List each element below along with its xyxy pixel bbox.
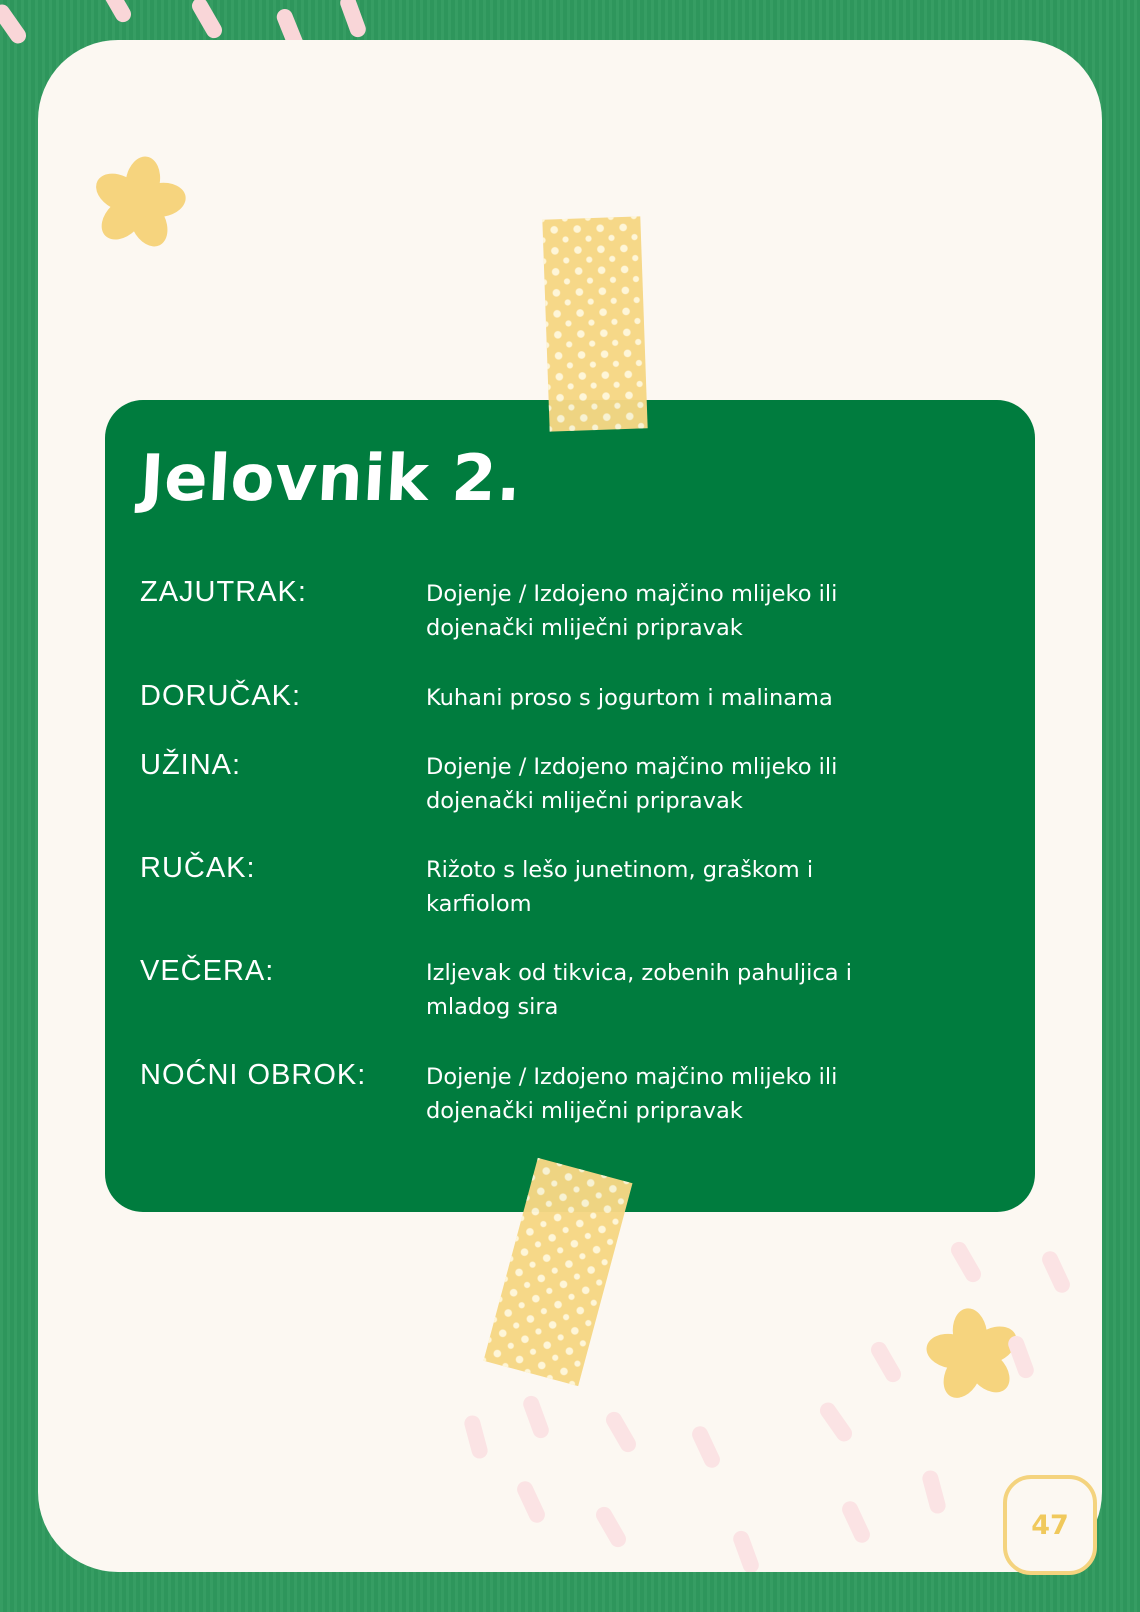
meal-description: Kuhani proso s jogurtom i malinama: [426, 685, 833, 711]
meal-label: DORUČAK:: [140, 680, 302, 712]
confetti-dash: [839, 1499, 872, 1546]
confetti-dash: [463, 1414, 490, 1461]
page-number: 47: [1003, 1475, 1097, 1575]
meal-description: Dojenje / Izdojeno majčino mlijeko ili dojenački mliječni pripravak: [426, 754, 838, 814]
meal-label: RUČAK:: [140, 852, 256, 884]
confetti-dash: [689, 1424, 722, 1471]
tape-strip: [542, 216, 647, 431]
confetti-dash: [603, 1409, 639, 1455]
flower-icon: [84, 148, 194, 258]
meal-label: UŽINA:: [140, 749, 242, 781]
confetti-dash: [868, 1339, 904, 1385]
confetti-dash: [731, 1529, 761, 1572]
meal-label: ZAJUTRAK:: [140, 576, 307, 608]
meal-description: Izljevak od tikvica, zobenih pahuljica i mladog sira: [426, 960, 852, 1020]
confetti-dash: [521, 1394, 551, 1441]
meal-label: VEČERA:: [140, 955, 275, 987]
meal-label: NOĆNI OBROK:: [140, 1059, 367, 1091]
meal-description: Rižoto s lešo junetinom, graškom i karfiolom: [426, 857, 814, 917]
confetti-dash: [921, 1469, 948, 1516]
meal-description: Dojenje / Izdojeno majčino mlijeko ili dojenački mliječni pripravak: [426, 1064, 838, 1124]
confetti-dash: [593, 1504, 629, 1550]
confetti-dash: [817, 1399, 855, 1444]
meal-description: Dojenje / Izdojeno majčino mlijeko ili dojenački mliječni pripravak: [426, 581, 838, 641]
confetti-dash: [1039, 1249, 1072, 1296]
page-title: Jelovnik 2.: [138, 442, 524, 516]
confetti-dash: [514, 1479, 547, 1526]
confetti-dash: [948, 1239, 984, 1285]
